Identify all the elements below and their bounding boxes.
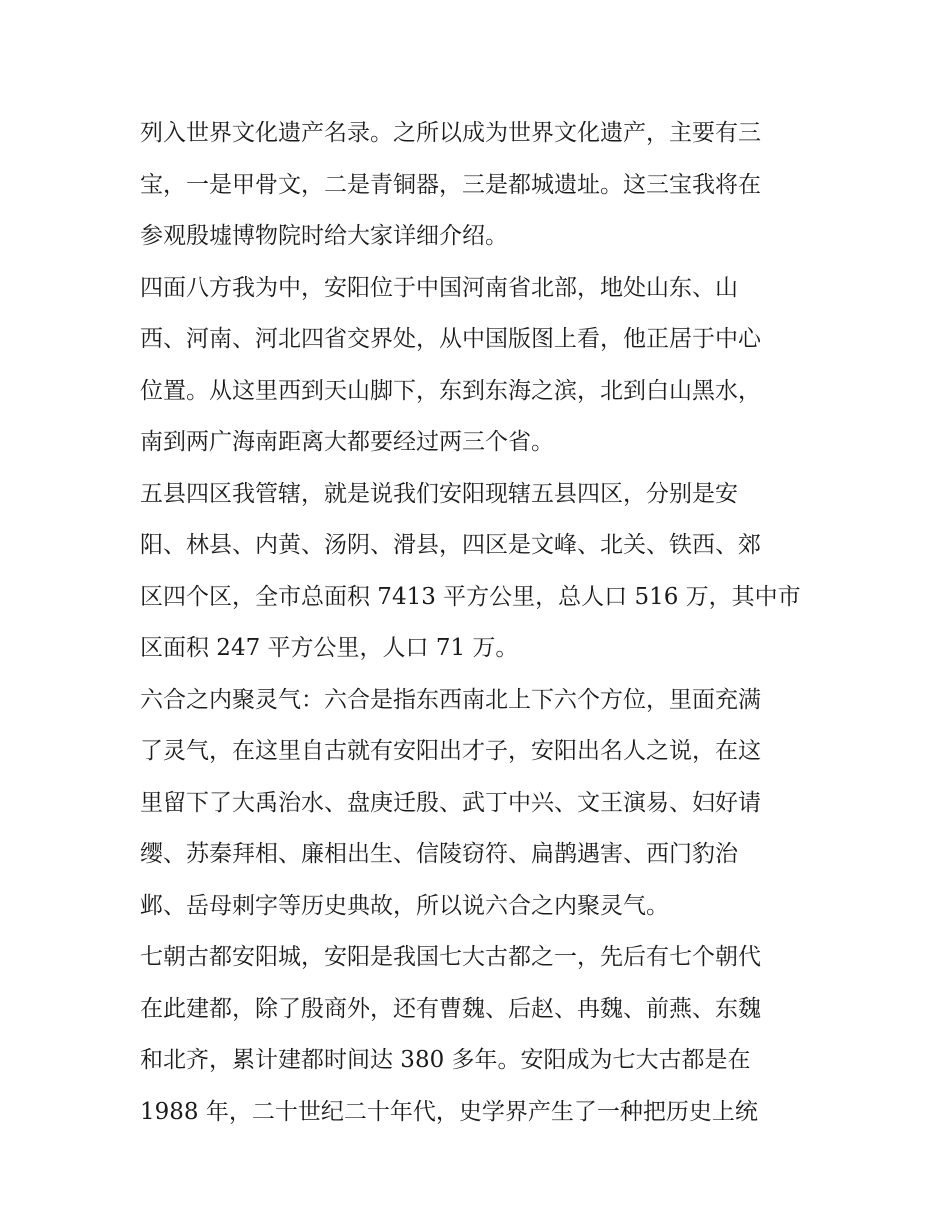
text-line: 区四个区，全市总面积 7413 平方公里，总人口 516 万，其中市 xyxy=(140,583,801,610)
text-line: 区面积 247 平方公里，人口 71 万。 xyxy=(140,635,519,661)
text-line: 列入世界文化遗产名录。之所以成为世界文化遗产，主要有三 xyxy=(140,120,761,146)
text-line: 了灵气，在这里自古就有安阳出才子，安阳出名人之说，在这 xyxy=(140,738,761,764)
text-line: 邺、岳母刺字等历史典故，所以说六合之内聚灵气。 xyxy=(140,892,669,919)
text-line: 四面八方我为中，安阳位于中国河南省北部，地处山东、山 xyxy=(140,274,738,301)
text-line: 阳、林县、内黄、汤阴、滑县，四区是文峰、北关、铁西、郊 xyxy=(140,532,761,558)
text-line: 和北齐，累计建都时间达 380 多年。安阳成为七大古都是在 xyxy=(140,1047,751,1073)
text-line: 六合之内聚灵气：六合是指东西南北上下六个方位，里面充满 xyxy=(140,686,761,713)
text-line: 缨、苏秦拜相、廉相出生、信陵窃符、扁鹊遇害、西门豹治 xyxy=(140,841,738,867)
text-line: 在此建都，除了殷商外，还有曹魏、后赵、冉魏、前燕、东魏 xyxy=(140,995,761,1022)
text-line: 宝，一是甲骨文，二是青铜器，三是都城遗址。这三宝我将在 xyxy=(140,171,761,198)
body-text xyxy=(140,108,820,1138)
text-line: 七朝古都安阳城，安阳是我国七大古都之一，先后有七个朝代 xyxy=(140,944,761,970)
text-line: 参观殷墟博物院时给大家详细介绍。 xyxy=(140,223,508,249)
text-line: 五县四区我管辖，就是说我们安阳现辖五县四区，分别是安 xyxy=(140,480,738,507)
text-line: 西、河南、河北四省交界处，从中国版图上看，他正居于中心 xyxy=(140,326,761,352)
text-line: 里留下了大禹治水、盘庚迁殷、武丁中兴、文王演易、妇好请 xyxy=(140,789,761,816)
text-line: 位置。从这里西到天山脚下，东到东海之滨，北到白山黑水， xyxy=(140,377,761,404)
text-line: 1988 年，二十世纪二十年代，史学界产生了一种把历史上统 xyxy=(140,1098,758,1125)
text-line: 南到两广海南距离大都要经过两三个省。 xyxy=(140,429,554,455)
